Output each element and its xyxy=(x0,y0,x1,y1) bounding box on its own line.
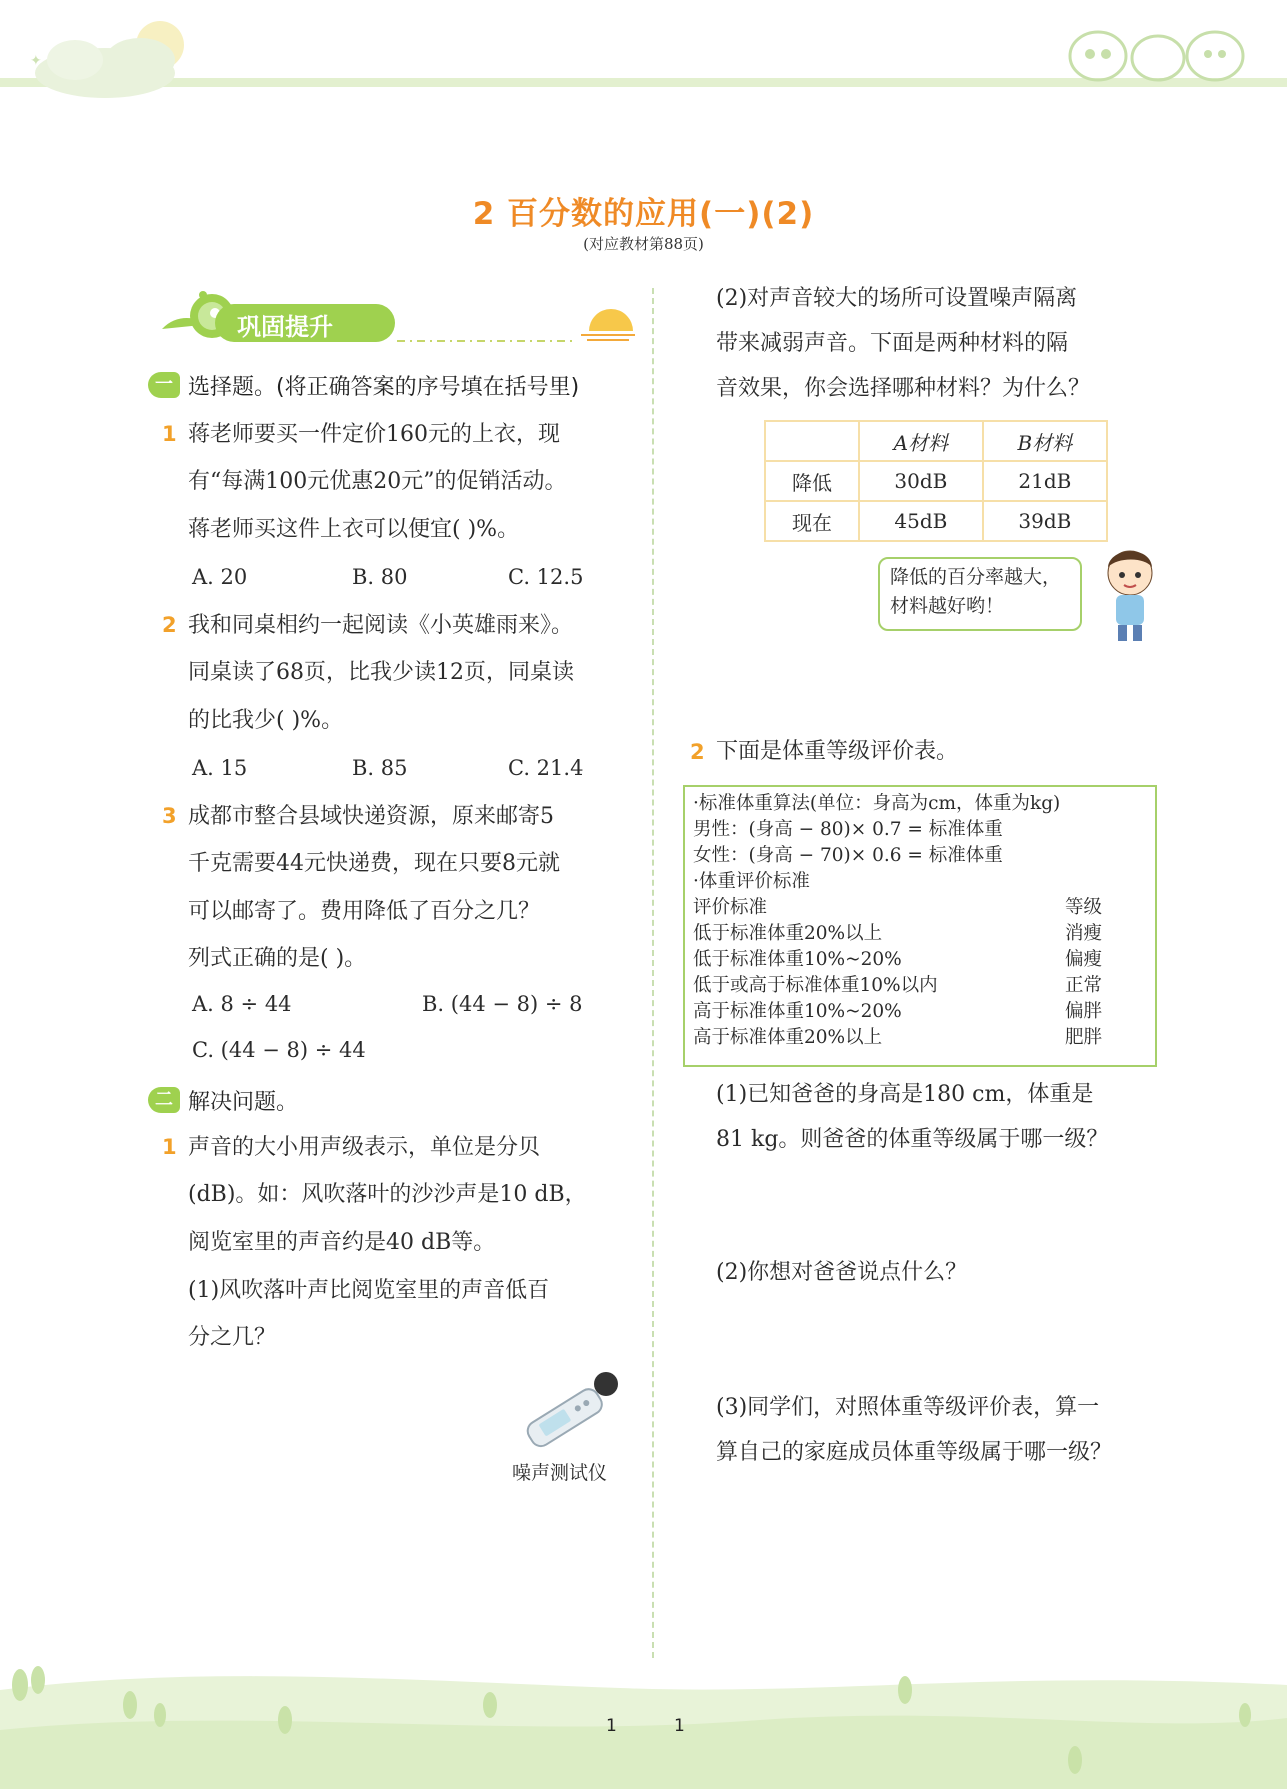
table-cell: 30dB xyxy=(859,461,983,501)
table-cell: 21dB xyxy=(983,461,1107,501)
page-number: 1 xyxy=(674,1716,685,1736)
grade-level: 肥胖 xyxy=(1065,1027,1103,1048)
boy-character-icon xyxy=(1100,545,1162,645)
question-line: (1)风吹落叶声比阅览室里的声音低百 xyxy=(188,1278,550,1303)
question-line: 我和同桌相约一起阅读《小英雄雨来》。 xyxy=(188,613,574,638)
grade-level: 消瘦 xyxy=(1065,923,1103,944)
question-line: (2)对声音较大的场所可设置噪声隔离 xyxy=(716,286,1078,311)
question-number: 1 xyxy=(162,1135,177,1159)
grade-level: 偏胖 xyxy=(1065,1001,1103,1022)
question-number: 2 xyxy=(162,613,177,637)
cloud-sun-icon xyxy=(10,5,200,110)
question-intro: 下面是体重等级评价表。 xyxy=(716,739,959,764)
speech-bubble xyxy=(878,557,1082,631)
question-line: 音效果，你会选择哪种材料？为什么？ xyxy=(716,376,1091,401)
page-number: 1 xyxy=(606,1716,617,1736)
question-line: 81 kg。则爸爸的体重等级属于哪一级？ xyxy=(716,1127,1109,1152)
option-b[interactable]: B. 85 xyxy=(352,756,408,780)
box-line: 男性：(身高 − 80)× 0.7 = 标准体重 xyxy=(693,819,1003,840)
section-badge: 二 xyxy=(148,1087,180,1113)
table-cell xyxy=(765,421,859,461)
question-line: 同桌读了68页，比我少读12页，同桌读 xyxy=(188,660,574,685)
table-row xyxy=(765,421,1107,461)
table-row xyxy=(765,501,1107,541)
option-b[interactable]: B. (44 − 8) ÷ 8 xyxy=(422,992,583,1016)
grade-criterion: 高于标准体重10%~20% xyxy=(693,1001,902,1022)
box-line: ·体重评价标准 xyxy=(693,871,810,892)
section-heading: 解决问题。 xyxy=(188,1090,299,1115)
question-number: 1 xyxy=(162,422,177,446)
page-title: 2 百分数的应用(一)(2) xyxy=(472,196,815,232)
svg-text:✦: ✦ xyxy=(30,53,42,69)
option-b[interactable]: B. 80 xyxy=(352,565,408,589)
noise-meter-icon xyxy=(514,1370,624,1450)
question-line: 列式正确的是( )。 xyxy=(188,946,367,971)
grade-criterion: 低于标准体重20%以上 xyxy=(693,923,883,944)
grade-criterion: 评价标准 xyxy=(693,897,768,918)
question-line: 蒋老师要买一件定价160元的上衣，现 xyxy=(188,422,560,447)
option-a[interactable]: A. 20 xyxy=(192,565,248,589)
table-row xyxy=(765,461,1107,501)
section-heading: 选择题。(将正确答案的序号填在括号里) xyxy=(188,375,580,400)
animal-faces-icon xyxy=(1060,22,1250,84)
question-line: 声音的大小用声级表示，单位是分贝 xyxy=(188,1135,541,1160)
question-line: 算自己的家庭成员体重等级属于哪一级？ xyxy=(716,1440,1113,1465)
question-line: 带来减弱声音。下面是两种材料的隔 xyxy=(716,331,1069,356)
table-header: B材料 xyxy=(983,421,1107,461)
option-a[interactable]: A. 15 xyxy=(192,756,248,780)
question-line: (dB)。如：风吹落叶的沙沙声是10 dB， xyxy=(188,1182,587,1207)
column-divider xyxy=(652,288,654,1658)
grade-level: 正常 xyxy=(1065,975,1103,996)
bubble-line: 材料越好哟！ xyxy=(890,595,1005,617)
table-cell: 39dB xyxy=(983,501,1107,541)
grade-criterion: 高于标准体重20%以上 xyxy=(693,1027,883,1048)
table-cell: 45dB xyxy=(859,501,983,541)
box-line: 女性：(身高 − 70)× 0.6 = 标准体重 xyxy=(693,845,1003,866)
grade-level: 偏瘦 xyxy=(1065,949,1103,970)
grade-criterion: 低于或高于标准体重10%以内 xyxy=(693,975,938,996)
option-c[interactable]: C. 21.4 xyxy=(508,756,584,780)
section-badge: 一 xyxy=(148,372,180,398)
hills-decoration xyxy=(0,1660,1287,1789)
bubble-line: 降低的百分率越大， xyxy=(890,566,1062,588)
question-line: 有“每满100元优惠20元”的促销活动。 xyxy=(188,469,567,494)
question-line: 蒋老师买这件上衣可以便宜( )%。 xyxy=(188,517,520,542)
table-header: A材料 xyxy=(859,421,983,461)
sound-table xyxy=(764,420,1108,542)
question-line: 千克需要44元快递费，现在只要8元就 xyxy=(188,851,560,876)
question-line: (2)你想对爸爸说点什么？ xyxy=(716,1260,968,1285)
question-line: 阅览室里的声音约是40 dB等。 xyxy=(188,1230,496,1255)
box-line: ·标准体重算法(单位：身高为cm，体重为kg) xyxy=(693,793,1061,814)
option-c[interactable]: C. (44 − 8) ÷ 44 xyxy=(192,1038,366,1062)
device-caption: 噪声测试仪 xyxy=(512,1462,608,1484)
question-line: 可以邮寄了。费用降低了百分之几？ xyxy=(188,899,541,924)
question-line: (3)同学们，对照体重等级评价表，算一 xyxy=(716,1395,1100,1420)
question-line: 分之几？ xyxy=(188,1325,277,1350)
table-cell: 降低 xyxy=(765,461,859,501)
option-c[interactable]: C. 12.5 xyxy=(508,565,584,589)
question-number: 2 xyxy=(690,740,705,764)
question-line: (1)已知爸爸的身高是180 cm，体重是 xyxy=(716,1082,1094,1107)
grade-criterion: 低于标准体重10%~20% xyxy=(693,949,902,970)
question-number: 3 xyxy=(162,804,177,828)
option-a[interactable]: A. 8 ÷ 44 xyxy=(192,992,292,1016)
question-line: 成都市整合县域快递资源，原来邮寄5 xyxy=(188,804,554,829)
table-cell: 现在 xyxy=(765,501,859,541)
question-line: 的比我少( )%。 xyxy=(188,708,344,733)
grade-level: 等级 xyxy=(1065,897,1103,918)
page-subtitle: (对应教材第88页) xyxy=(583,235,704,253)
banner-title: 巩固提升 xyxy=(237,313,333,341)
